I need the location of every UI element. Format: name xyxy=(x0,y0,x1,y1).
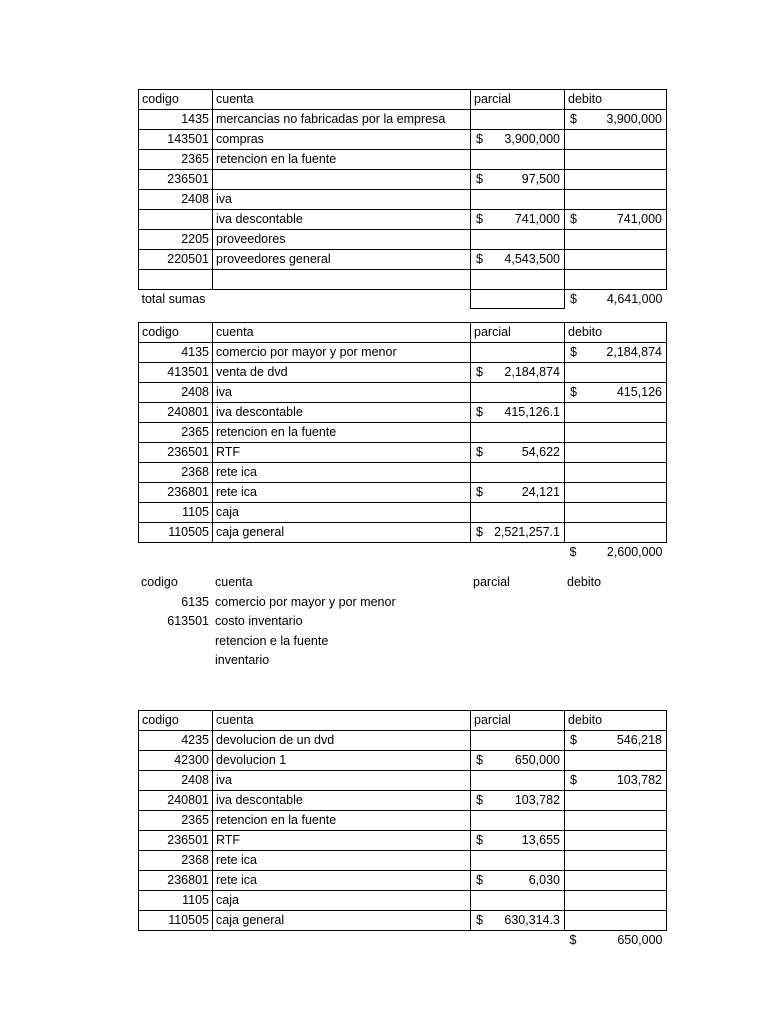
table-row xyxy=(139,731,667,751)
table-row xyxy=(139,150,667,170)
account-code: 143501 xyxy=(139,130,213,150)
debit-amount xyxy=(565,250,667,270)
debit-amount xyxy=(565,891,667,911)
account-name: retencion en la fuente xyxy=(213,811,471,831)
account-code: 2205 xyxy=(139,230,213,250)
amount: 2,521,257.1 xyxy=(493,525,560,539)
total-debit xyxy=(565,289,667,309)
table-row xyxy=(139,270,667,290)
account-code: 1435 xyxy=(139,110,213,130)
account-name: iva xyxy=(213,190,471,210)
table-row xyxy=(139,851,667,871)
account-code: 413501 xyxy=(139,363,213,383)
table-row xyxy=(139,463,667,483)
total-label xyxy=(139,931,471,951)
account-name: caja general xyxy=(213,523,471,543)
amount: 97,500 xyxy=(521,172,560,186)
account-code xyxy=(138,651,212,671)
table-row xyxy=(139,483,667,503)
account-code: 236801 xyxy=(139,871,213,891)
account-code: 2365 xyxy=(139,811,213,831)
amount: 546,218 xyxy=(616,733,662,747)
amount: 2,600,000 xyxy=(606,545,663,559)
currency-symbol: $ xyxy=(476,913,483,927)
account-name: comercio por mayor y por menor xyxy=(215,594,396,609)
account-code xyxy=(139,270,213,290)
total-label xyxy=(139,543,471,563)
currency-symbol: $ xyxy=(476,445,483,459)
table-row xyxy=(139,443,667,463)
currency-symbol: $ xyxy=(570,385,577,399)
table-row xyxy=(139,811,667,831)
header-debit: debito xyxy=(565,711,667,731)
partial-amount xyxy=(471,911,565,931)
account-name: retencion en la fuente xyxy=(213,150,471,170)
account-code: 2368 xyxy=(139,851,213,871)
table-row xyxy=(139,363,667,383)
table-row xyxy=(139,383,667,403)
account-code: 2408 xyxy=(139,383,213,403)
account-code: 236501 xyxy=(139,443,213,463)
partial-amount xyxy=(470,612,564,632)
account-code: 2365 xyxy=(139,150,213,170)
account-name: proveedores general xyxy=(213,250,471,270)
amount: 4,641,000 xyxy=(606,291,663,306)
partial-amount xyxy=(470,632,564,652)
partial-amount xyxy=(471,130,565,150)
table-header-row xyxy=(139,90,667,110)
header-partial: parcial xyxy=(473,575,510,590)
currency-symbol: $ xyxy=(476,212,483,226)
account-code: 110505 xyxy=(139,911,213,931)
account-name: retencion e la fuente xyxy=(215,633,329,648)
amount: 103,782 xyxy=(514,793,560,807)
currency-symbol: $ xyxy=(476,793,483,807)
account-code: 236501 xyxy=(139,831,213,851)
account-name: devolucion de un dvd xyxy=(213,731,471,751)
currency-symbol: $ xyxy=(476,525,483,539)
partial-amount xyxy=(471,443,565,463)
amount: 54,622 xyxy=(521,445,560,459)
partial-amount xyxy=(471,423,565,443)
partial-amount xyxy=(471,523,565,543)
table-row xyxy=(139,343,667,363)
debit-amount xyxy=(564,651,666,671)
header-code: codigo xyxy=(141,575,178,590)
amount: 415,126.1 xyxy=(504,405,560,419)
table-row xyxy=(138,651,666,671)
debit-amount xyxy=(565,190,667,210)
total-row xyxy=(139,543,667,563)
currency-symbol: $ xyxy=(569,933,577,947)
header-partial: parcial xyxy=(471,90,565,110)
currency-symbol: $ xyxy=(476,753,483,767)
partial-amount xyxy=(470,593,564,613)
amount: 2,184,874 xyxy=(606,345,662,359)
debit-amount xyxy=(565,911,667,931)
table-header-row xyxy=(139,323,667,343)
currency-symbol: $ xyxy=(476,873,483,887)
account-code: 4235 xyxy=(139,731,213,751)
amount: 741,000 xyxy=(616,212,662,226)
header-account: cuenta xyxy=(213,711,471,731)
partial-amount xyxy=(471,871,565,891)
table-body xyxy=(138,573,666,671)
amount: 630,314.3 xyxy=(504,913,560,927)
debit-amount xyxy=(565,270,667,290)
account-name: iva xyxy=(213,771,471,791)
debit-amount xyxy=(565,423,667,443)
table-body xyxy=(139,90,667,309)
header-code: codigo xyxy=(139,323,213,343)
header-partial: parcial xyxy=(471,711,565,731)
debit-amount xyxy=(565,831,667,851)
account-code: 2365 xyxy=(139,423,213,443)
total-partial xyxy=(471,543,565,563)
table-row xyxy=(139,210,667,230)
account-name: rete ica xyxy=(213,871,471,891)
total-row xyxy=(139,931,667,951)
account-name: retencion en la fuente xyxy=(213,423,471,443)
account-name: iva descontable xyxy=(213,210,471,230)
account-name: caja xyxy=(213,891,471,911)
account-name: mercancias no fabricadas por la empresa xyxy=(213,110,471,130)
table-row xyxy=(139,911,667,931)
debit-amount xyxy=(565,791,667,811)
account-name xyxy=(213,170,471,190)
partial-amount xyxy=(471,403,565,423)
partial-amount xyxy=(471,731,565,751)
table-row xyxy=(138,593,666,613)
account-code xyxy=(139,210,213,230)
account-name: venta de dvd xyxy=(213,363,471,383)
total-partial xyxy=(471,289,565,309)
account-name: costo inventario xyxy=(215,614,303,629)
table-row xyxy=(139,871,667,891)
debit-amount xyxy=(565,731,667,751)
amount: 24,121 xyxy=(521,485,560,499)
partial-amount xyxy=(471,110,565,130)
partial-amount xyxy=(471,463,565,483)
amount: 6,030 xyxy=(528,873,560,887)
account-name: compras xyxy=(213,130,471,150)
amount: 3,900,000 xyxy=(504,132,560,146)
amount: 13,655 xyxy=(521,833,560,847)
currency-symbol: $ xyxy=(570,291,577,306)
amount: 3,900,000 xyxy=(606,112,662,126)
account-code: 2408 xyxy=(139,771,213,791)
debit-amount xyxy=(565,383,667,403)
amount: 415,126 xyxy=(616,385,662,399)
account-name: iva xyxy=(213,383,471,403)
account-name: rete ica xyxy=(213,483,471,503)
account-name: iva descontable xyxy=(213,791,471,811)
currency-symbol: $ xyxy=(476,252,483,266)
partial-amount xyxy=(471,210,565,230)
account-name: caja xyxy=(213,503,471,523)
table-row xyxy=(139,423,667,443)
account-name: proveedores xyxy=(213,230,471,250)
currency-symbol: $ xyxy=(476,833,483,847)
header-debit: debito xyxy=(565,323,667,343)
table-row xyxy=(139,403,667,423)
amount: 2,184,874 xyxy=(504,365,560,379)
debit-amount xyxy=(565,230,667,250)
table-body xyxy=(139,711,667,951)
account-name: caja general xyxy=(213,911,471,931)
partial-amount xyxy=(471,811,565,831)
header-account: cuenta xyxy=(213,323,471,343)
currency-symbol: $ xyxy=(476,132,483,146)
partial-amount xyxy=(470,651,564,671)
account-name: comercio por mayor y por menor xyxy=(213,343,471,363)
partial-amount xyxy=(471,270,565,290)
account-code: 1105 xyxy=(139,503,213,523)
debit-amount xyxy=(565,363,667,383)
account-code: 2368 xyxy=(139,463,213,483)
journal-table-purchases xyxy=(138,89,667,309)
currency-symbol: $ xyxy=(570,345,577,359)
debit-amount xyxy=(565,771,667,791)
partial-amount xyxy=(471,383,565,403)
debit-amount xyxy=(565,871,667,891)
account-code: 1105 xyxy=(139,891,213,911)
account-name: rete ica xyxy=(213,851,471,871)
account-code: 240801 xyxy=(139,791,213,811)
partial-amount xyxy=(471,170,565,190)
debit-amount xyxy=(565,503,667,523)
partial-amount xyxy=(471,791,565,811)
debit-amount xyxy=(565,443,667,463)
table-row xyxy=(139,751,667,771)
total-debit xyxy=(565,931,667,951)
journal-table-sales xyxy=(138,322,667,562)
account-name: inventario xyxy=(215,653,270,668)
debit-amount xyxy=(565,343,667,363)
table-row xyxy=(139,791,667,811)
amount: 650,000 xyxy=(514,753,560,767)
account-code: 42300 xyxy=(139,751,213,771)
table-row xyxy=(139,170,667,190)
account-code: 236501 xyxy=(139,170,213,190)
partial-amount xyxy=(471,831,565,851)
total-row xyxy=(139,289,667,309)
total-partial xyxy=(471,931,565,951)
table-row xyxy=(139,190,667,210)
amount: 650,000 xyxy=(617,933,663,947)
table-row xyxy=(139,831,667,851)
account-code: 4135 xyxy=(139,343,213,363)
table-row xyxy=(139,130,667,150)
account-code: 613501 xyxy=(167,614,209,629)
partial-amount xyxy=(471,851,565,871)
partial-amount xyxy=(471,343,565,363)
account-code: 6135 xyxy=(181,594,209,609)
header-debit: debito xyxy=(567,575,602,590)
amount: 741,000 xyxy=(514,212,560,226)
debit-amount xyxy=(565,811,667,831)
debit-amount xyxy=(565,523,667,543)
debit-amount xyxy=(565,150,667,170)
partial-amount xyxy=(471,751,565,771)
amount: 103,782 xyxy=(616,773,662,787)
amount: 4,543,500 xyxy=(504,252,560,266)
debit-amount xyxy=(564,612,666,632)
debit-amount xyxy=(565,130,667,150)
account-code: 2408 xyxy=(139,190,213,210)
partial-amount xyxy=(471,503,565,523)
account-name: devolucion 1 xyxy=(213,751,471,771)
journal-table-returns xyxy=(138,710,667,950)
account-name: RTF xyxy=(213,831,471,851)
currency-symbol: $ xyxy=(570,773,577,787)
currency-symbol: $ xyxy=(570,212,577,226)
debit-amount xyxy=(565,210,667,230)
account-name: rete ica xyxy=(213,463,471,483)
debit-amount xyxy=(564,632,666,652)
total-debit xyxy=(565,543,667,563)
header-code: codigo xyxy=(139,90,213,110)
partial-amount xyxy=(471,150,565,170)
account-code: 240801 xyxy=(139,403,213,423)
table-row xyxy=(139,891,667,911)
account-code xyxy=(138,632,212,652)
header-debit: debito xyxy=(565,90,667,110)
debit-amount xyxy=(565,170,667,190)
table-body xyxy=(139,323,667,563)
account-code: 220501 xyxy=(139,250,213,270)
table-header-row xyxy=(139,711,667,731)
table-row xyxy=(139,523,667,543)
debit-amount xyxy=(565,110,667,130)
debit-amount xyxy=(565,751,667,771)
currency-symbol: $ xyxy=(569,545,577,559)
partial-amount xyxy=(471,891,565,911)
table-row xyxy=(139,110,667,130)
account-code: 236801 xyxy=(139,483,213,503)
partial-amount xyxy=(471,250,565,270)
debit-amount xyxy=(565,403,667,423)
header-code: codigo xyxy=(139,711,213,731)
account-name xyxy=(213,270,471,290)
table-row xyxy=(139,250,667,270)
table-row xyxy=(139,771,667,791)
partial-amount xyxy=(471,363,565,383)
currency-symbol: $ xyxy=(476,405,483,419)
table-header-row xyxy=(138,573,666,593)
debit-amount xyxy=(564,593,666,613)
partial-amount xyxy=(471,230,565,250)
header-account: cuenta xyxy=(215,575,253,590)
account-name: RTF xyxy=(213,443,471,463)
debit-amount xyxy=(565,851,667,871)
header-partial: parcial xyxy=(471,323,565,343)
currency-symbol: $ xyxy=(570,112,577,126)
debit-amount xyxy=(565,463,667,483)
partial-amount xyxy=(471,483,565,503)
currency-symbol: $ xyxy=(476,172,483,186)
account-name: iva descontable xyxy=(213,403,471,423)
journal-table-cost xyxy=(138,573,666,671)
table-row xyxy=(138,632,666,652)
table-row xyxy=(139,503,667,523)
currency-symbol: $ xyxy=(476,365,483,379)
partial-amount xyxy=(471,190,565,210)
header-account: cuenta xyxy=(213,90,471,110)
table-row xyxy=(139,230,667,250)
account-code: 110505 xyxy=(139,523,213,543)
partial-amount xyxy=(471,771,565,791)
debit-amount xyxy=(565,483,667,503)
currency-symbol: $ xyxy=(570,733,577,747)
table-row xyxy=(138,612,666,632)
total-label: total sumas xyxy=(141,291,206,306)
currency-symbol: $ xyxy=(476,485,483,499)
